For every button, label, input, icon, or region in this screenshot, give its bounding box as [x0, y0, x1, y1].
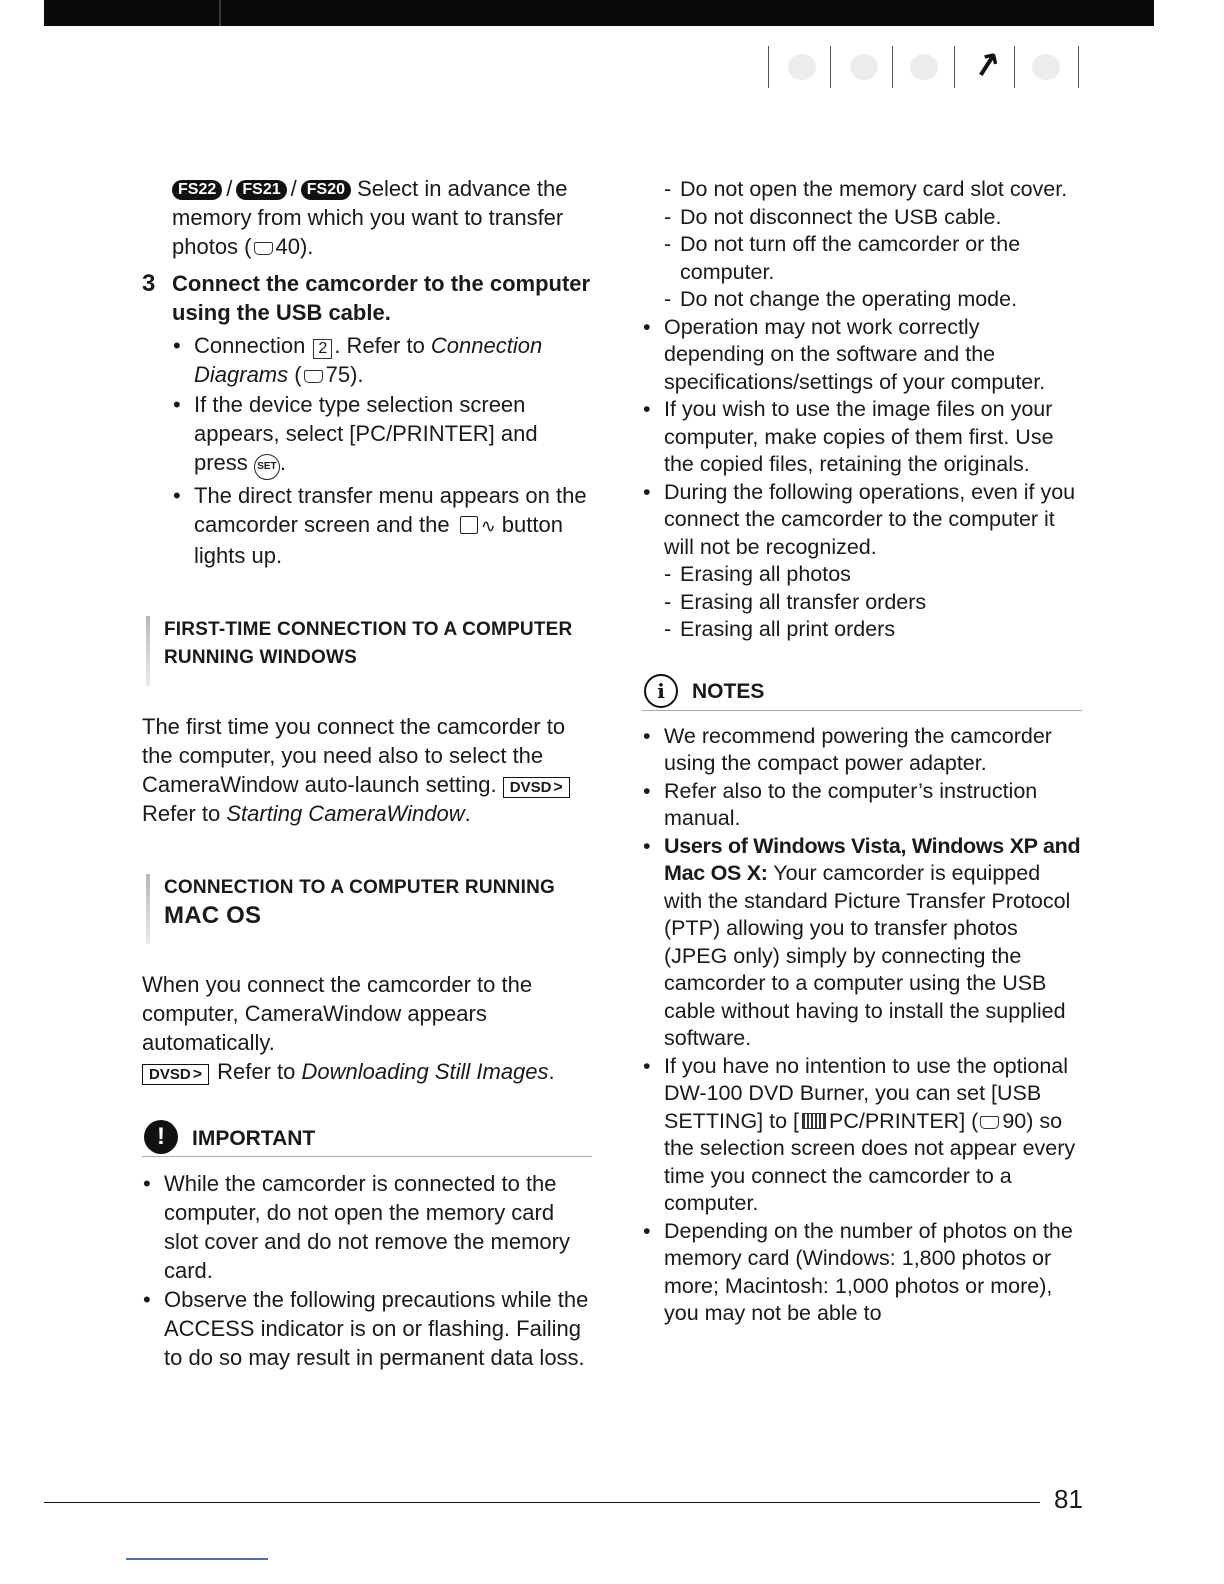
list-item: - Do not change the operating mode. [664, 286, 1082, 314]
list-item: - Erasing all photos [664, 561, 1082, 589]
connection-number-box: 2 [313, 339, 332, 359]
important-list [142, 1169, 592, 1372]
list-item: • If you wish to use the image files on your computer, make copies of them first. Use the copied files, retaining the originals. [642, 396, 1082, 479]
print-icon [460, 516, 478, 534]
list-item: - Do not open the memory card slot cover. [664, 176, 1082, 204]
left-column [142, 174, 592, 1372]
dvsd-badge: DVSD > [503, 777, 570, 798]
mode-separator [954, 46, 955, 88]
right-bullet-list [642, 314, 1082, 644]
notes-label: NOTES [692, 679, 765, 703]
mode-separator [768, 46, 769, 88]
list-item: • Users of Windows Vista, Windows XP and Mac OS X: Your camcorder is equipped with the standard Picture Transfer Protocol (PTP) allowing you to transfer photos (JPEG only) simply by connecting the camcorder to a computer using the USB cable without having to install the supplied software. [642, 833, 1082, 1053]
mode-separator [1014, 46, 1015, 88]
list-item: • The direct transfer menu appears on the camcorder screen and the ∿ button lights up. [172, 481, 592, 570]
list-item: • If you have no intention to use the optional DW-100 DVD Burner, you can set [USB SETTING] to [ PC/PRINTER] ( 90) so the selection screen does not appear every time you connect the camcorder to a computer. [642, 1053, 1082, 1218]
list-item: - Erasing all print orders [664, 616, 1082, 644]
step-title: Connect the camcorder to the computer using the USB cable. [172, 271, 591, 325]
intro-paragraph: FS22 / FS21 / FS20 Select in advance the memory from which you want to transfer photos ( 40). [172, 176, 568, 259]
top-bar-notch [219, 0, 221, 26]
camera-mode-icon [788, 54, 816, 80]
important-icon: ! [144, 1120, 178, 1154]
list-item: • Observe the following precautions while the ACCESS indicator is on or flashing. Failing to do so may result in permanent data loss. [142, 1285, 592, 1372]
section-heading-windows: FIRST-TIME CONNECTION TO A COMPUTER RUNNING WINDOWS [142, 616, 592, 672]
list-item: • We recommend powering the camcorder using the compact power adapter. [642, 723, 1082, 778]
mode-separator [892, 46, 893, 88]
list-item: • During the following operations, even if you connect the camcorder to the computer it will not be recognized. - Erasing all photos - Erasing all transfer orders - Erasing all print orders [642, 479, 1082, 644]
list-item: • Depending on the number of photos on the memory card (Windows: 1,800 photos or more; Macintosh: 1,000 photos or more), you may not be able to [642, 1218, 1082, 1328]
book-ref-icon [254, 242, 273, 255]
top-bar [44, 0, 1154, 26]
list-item: - Do not disconnect the USB cable. [664, 204, 1082, 232]
windows-paragraph: The first time you connect the camcorder to the computer, you need also to select the CameraWindow auto-launch setting. DVSD > Refer to Starting CameraWindow. [142, 712, 592, 828]
mode-separator [1078, 46, 1079, 88]
precaution-dash-list [642, 176, 1082, 314]
dvsd-badge: DVSD > [142, 1064, 209, 1085]
page-number: 81 [1054, 1484, 1083, 1514]
step-bullets [172, 331, 592, 570]
mac-paragraph: When you connect the camcorder to the computer, CameraWindow appears automatically. DVSD > Refer to Downloading Still Images. [142, 972, 555, 1084]
section-heading-mac: CONNECTION TO A COMPUTER RUNNING MAC OS [142, 874, 592, 930]
list-item: • If the device type selection screen appears, select [PC/PRINTER] and press SET . [172, 390, 592, 480]
step-3 [142, 269, 592, 327]
transfer-mode-icon: ↗ [969, 43, 1006, 89]
model-badge-fs21: FS21 [236, 180, 286, 200]
notes-header [642, 674, 1082, 711]
important-header [142, 1120, 592, 1157]
model-badge-fs22: FS22 [172, 180, 222, 200]
mode-indicator-strip [768, 44, 1080, 90]
book-ref-icon [304, 370, 323, 383]
pc-icon [802, 1113, 826, 1129]
list-item: • Refer also to the computer’s instruction manual. [642, 778, 1082, 833]
list-item: • Connection 2 . Refer to Connection Diagrams ( 75). [172, 331, 592, 389]
right-column [642, 176, 1082, 1328]
set-button-icon: SET [254, 454, 280, 480]
list-item: • Operation may not work correctly depending on the software and the specifications/settings of your computer. [642, 314, 1082, 397]
important-label: IMPORTANT [192, 1127, 316, 1150]
list-item: - Do not turn off the camcorder or the computer. [664, 231, 1082, 286]
notes-list [642, 723, 1082, 1328]
edit-mode-icon [910, 54, 938, 80]
step-number: 3 [142, 270, 156, 297]
footer-rule [44, 1502, 1040, 1503]
info-icon: i [644, 674, 678, 708]
playback-mode-icon [850, 54, 878, 80]
mode-separator [830, 46, 831, 88]
list-item: - Erasing all transfer orders [664, 589, 1082, 617]
list-item: • While the camcorder is connected to the computer, do not open the memory card slot cover and do not remove the memory card. [142, 1169, 592, 1285]
other-mode-icon [1032, 54, 1060, 80]
footer-link-underline [126, 1558, 268, 1560]
share-wave-icon: ∿ [480, 516, 496, 536]
book-ref-icon [980, 1116, 999, 1129]
model-badge-fs20: FS20 [301, 180, 351, 200]
